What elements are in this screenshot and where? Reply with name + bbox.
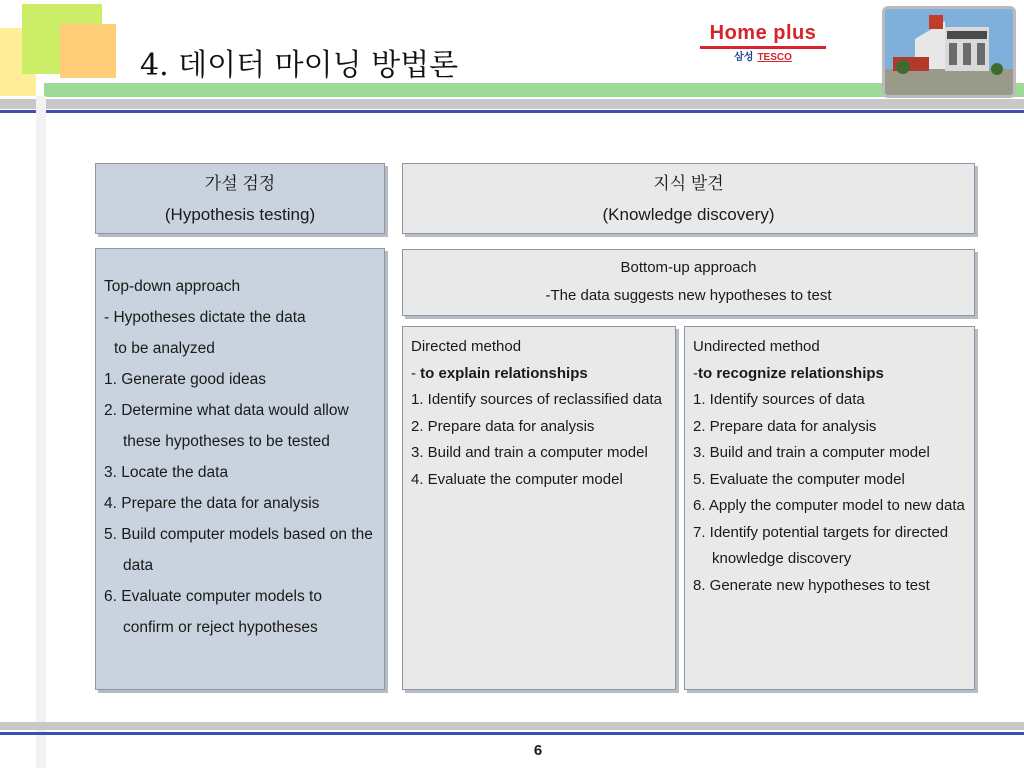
hypothesis-body-box [95, 248, 385, 690]
footer-gray-bar [0, 722, 1024, 730]
hypothesis-step: 2. Determine what data would allow these hypotheses to be tested [104, 402, 349, 450]
header-green-bar [44, 83, 1024, 97]
hypothesis-step: 5. Build computer models based on the data [104, 526, 373, 574]
hypothesis-header-english: (Hypothesis testing) [164, 205, 316, 224]
undirected-step: 1. Identify sources of data [693, 391, 865, 408]
undirected-step: 7. Identify potential targets for directed knowledge discovery [693, 523, 949, 567]
directed-prefix: - [411, 364, 421, 382]
undirected-subtitle: to recognize relationships [698, 364, 884, 382]
directed-subtitle-line [411, 361, 667, 388]
knowledge-header-box [402, 163, 975, 234]
logo-subline [700, 51, 826, 65]
hypothesis-header-box [95, 163, 385, 234]
undirected-step: 8. Generate new hypotheses to test [693, 576, 930, 594]
undirected-step: 2. Prepare data for analysis [693, 417, 877, 435]
footer-blue-line [0, 732, 1024, 735]
hypothesis-step: 3. Locate the data [104, 464, 229, 481]
undirected-step: 6. Apply the computer model to new data [693, 497, 965, 514]
directed-step: 4. Evaluate the computer model [411, 470, 623, 488]
directed-subtitle: to explain relationships [420, 364, 588, 382]
logo-brand: Home plus [709, 22, 817, 44]
header-gray-bar [0, 99, 1024, 109]
undirected-step: 3. Build and train a computer model [693, 444, 930, 461]
bottom-up-title: Bottom-up approach [620, 259, 757, 276]
undirected-title: Undirected method [693, 338, 820, 355]
bottom-up-box [402, 249, 975, 316]
hypothesis-step: 4. Prepare the data for analysis [104, 495, 320, 512]
slide-title: 4. 데이터 마이닝 방법론 [140, 48, 459, 83]
logo-underline [700, 46, 826, 49]
page-number: 6 [533, 742, 543, 759]
header-blue-line [0, 110, 1024, 113]
hypothesis-step: 6. Evaluate computer models to confirm or reject hypotheses [104, 588, 322, 636]
undirected-method-box [684, 326, 975, 690]
knowledge-header-korean: 지식 발견 [653, 174, 724, 193]
directed-method-box [402, 326, 676, 690]
directed-step: 3. Build and train a computer model [411, 444, 648, 461]
directed-title: Directed method [411, 338, 522, 355]
store-photo [882, 6, 1016, 98]
bottom-up-desc: -The data suggests new hypotheses to test [545, 287, 832, 304]
undirected-prefix: - [693, 364, 698, 382]
left-vertical-stripe [36, 96, 46, 768]
hypothesis-header-korean: 가설 검정 [204, 174, 276, 193]
hypothesis-step: 1. Generate good ideas [104, 371, 267, 388]
directed-step: 1. Identify sources of reclassified data [411, 391, 662, 408]
decor-square-orange [60, 24, 116, 78]
hypothesis-dictate-cont: to be analyzed [114, 340, 215, 357]
directed-step: 2. Prepare data for analysis [411, 417, 595, 435]
logo-sub-korean: 삼성 [734, 52, 754, 63]
undirected-step: 5. Evaluate the computer model [693, 470, 905, 488]
undirected-subtitle-line [693, 361, 966, 388]
store-building-image [885, 9, 1013, 95]
hypothesis-dictate: - Hypotheses dictate the data [104, 309, 306, 326]
hypothesis-approach: Top-down approach [104, 278, 241, 295]
homeplus-logo [700, 22, 826, 65]
knowledge-header-english: (Knowledge discovery) [602, 205, 775, 224]
logo-sub-tesco: TESCO [757, 52, 792, 63]
